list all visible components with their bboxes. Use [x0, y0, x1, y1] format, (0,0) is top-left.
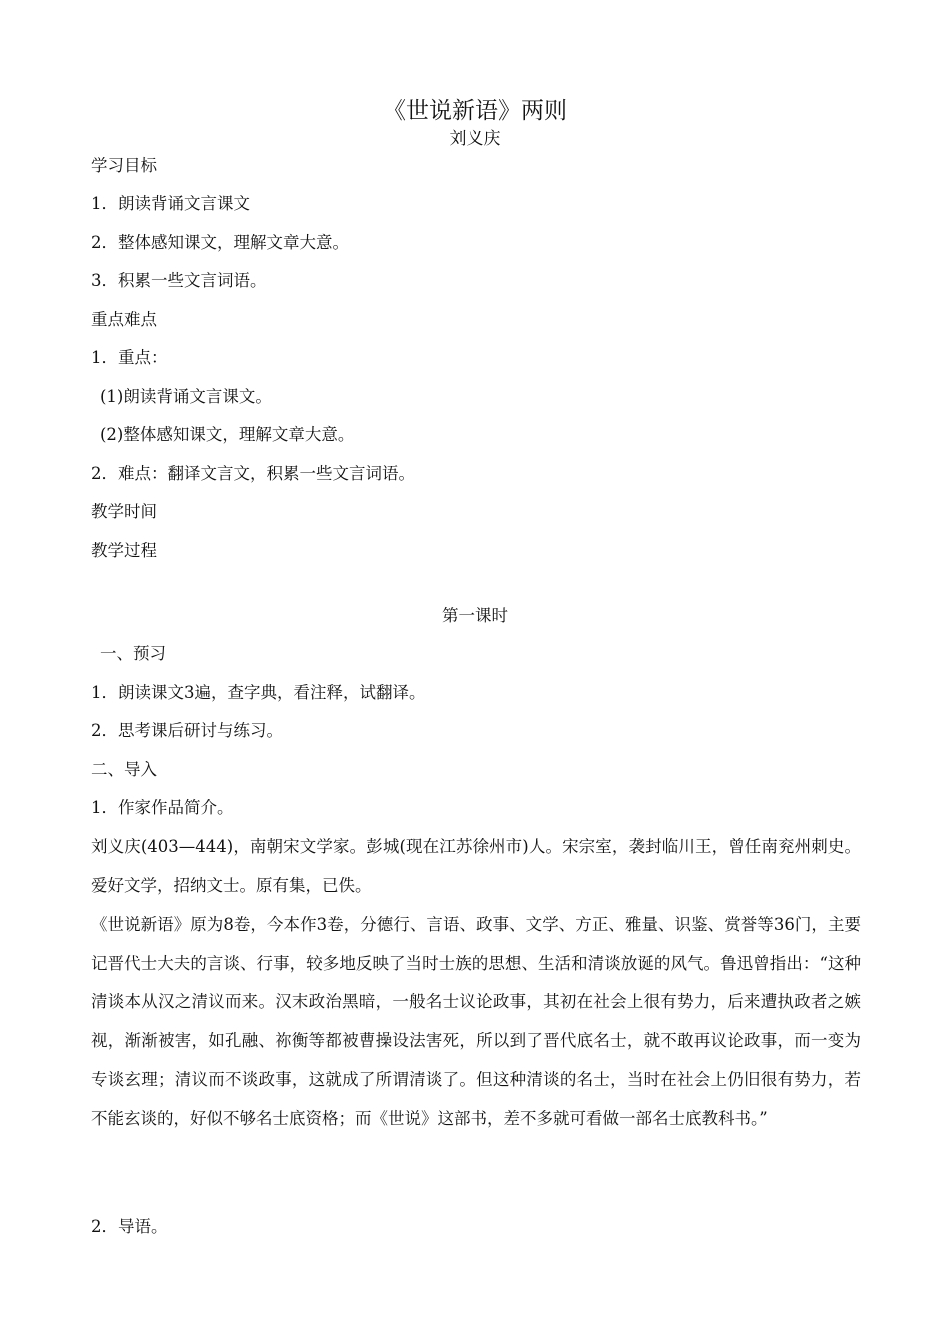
objectives-heading: 学习目标	[91, 156, 157, 175]
teaching-process-heading: 教学过程	[91, 541, 157, 560]
intro-heading: 二、导入	[91, 760, 157, 779]
book-intro-paragraph: 《世说新语》原为8卷，今本作3卷，分德行、言语、政事、文学、方正、雅量、识鉴、赏誉等36门，主要记晋代士大夫的言谈、行事，较多地反映了当时士族的思想、生活和清谈放诞的风气。鲁迅曾指出：“这种清谈本从汉之清议而来。汉末政治黑暗，一般名士议论政事，其初在社会上很有势力，后来遭执政者之嫉视，渐渐被害，如孔融、祢衡等都被曹操设法害死，所以到了晋代底名士，就不敢再议论政事，而一变为专谈玄理；清议而不谈政事，这就成了所谓清谈了。但这种清谈的名士，当时在社会上仍旧很有势力，若不能玄谈的，好似不够名士底资格；而《世说》这部书，差不多就可看做一部名士底教科书。”	[91, 915, 861, 1128]
teaching-time-heading: 教学时间	[91, 502, 157, 521]
key-point-item: 1．重点：	[91, 348, 168, 367]
intro-item: 1．作家作品简介。	[91, 798, 234, 817]
author-bio-paragraph: 刘义庆(403—444)，南朝宋文学家。彭城(现在江苏徐州市)人。宋宗室，袭封临川王，曾任南兖州刺史。爱好文学，招纳文士。原有集，已佚。	[91, 837, 861, 895]
preview-item: 1．朗读课文3遍，查字典，看注释，试翻译。	[91, 683, 426, 702]
key-point-subitem: (1)朗读背诵文言课文。	[100, 387, 272, 406]
preview-item: 2．思考课后研讨与练习。	[91, 721, 283, 740]
document-title: 《世说新语》两则	[383, 98, 567, 124]
lesson-heading: 第一课时	[442, 606, 508, 625]
key-point-subitem: (2)整体感知课文，理解文章大意。	[100, 425, 355, 444]
key-points-heading: 重点难点	[91, 310, 157, 329]
intro-item: 2．导语。	[91, 1217, 168, 1236]
objective-item: 2．整体感知课文，理解文章大意。	[91, 233, 349, 252]
document-author: 刘义庆	[449, 129, 501, 149]
objective-item: 3．积累一些文言词语。	[91, 271, 267, 290]
key-point-item: 2．难点：翻译文言文，积累一些文言词语。	[91, 464, 415, 483]
objective-item: 1．朗读背诵文言课文	[91, 194, 250, 213]
preview-heading: 一、预习	[100, 644, 166, 663]
